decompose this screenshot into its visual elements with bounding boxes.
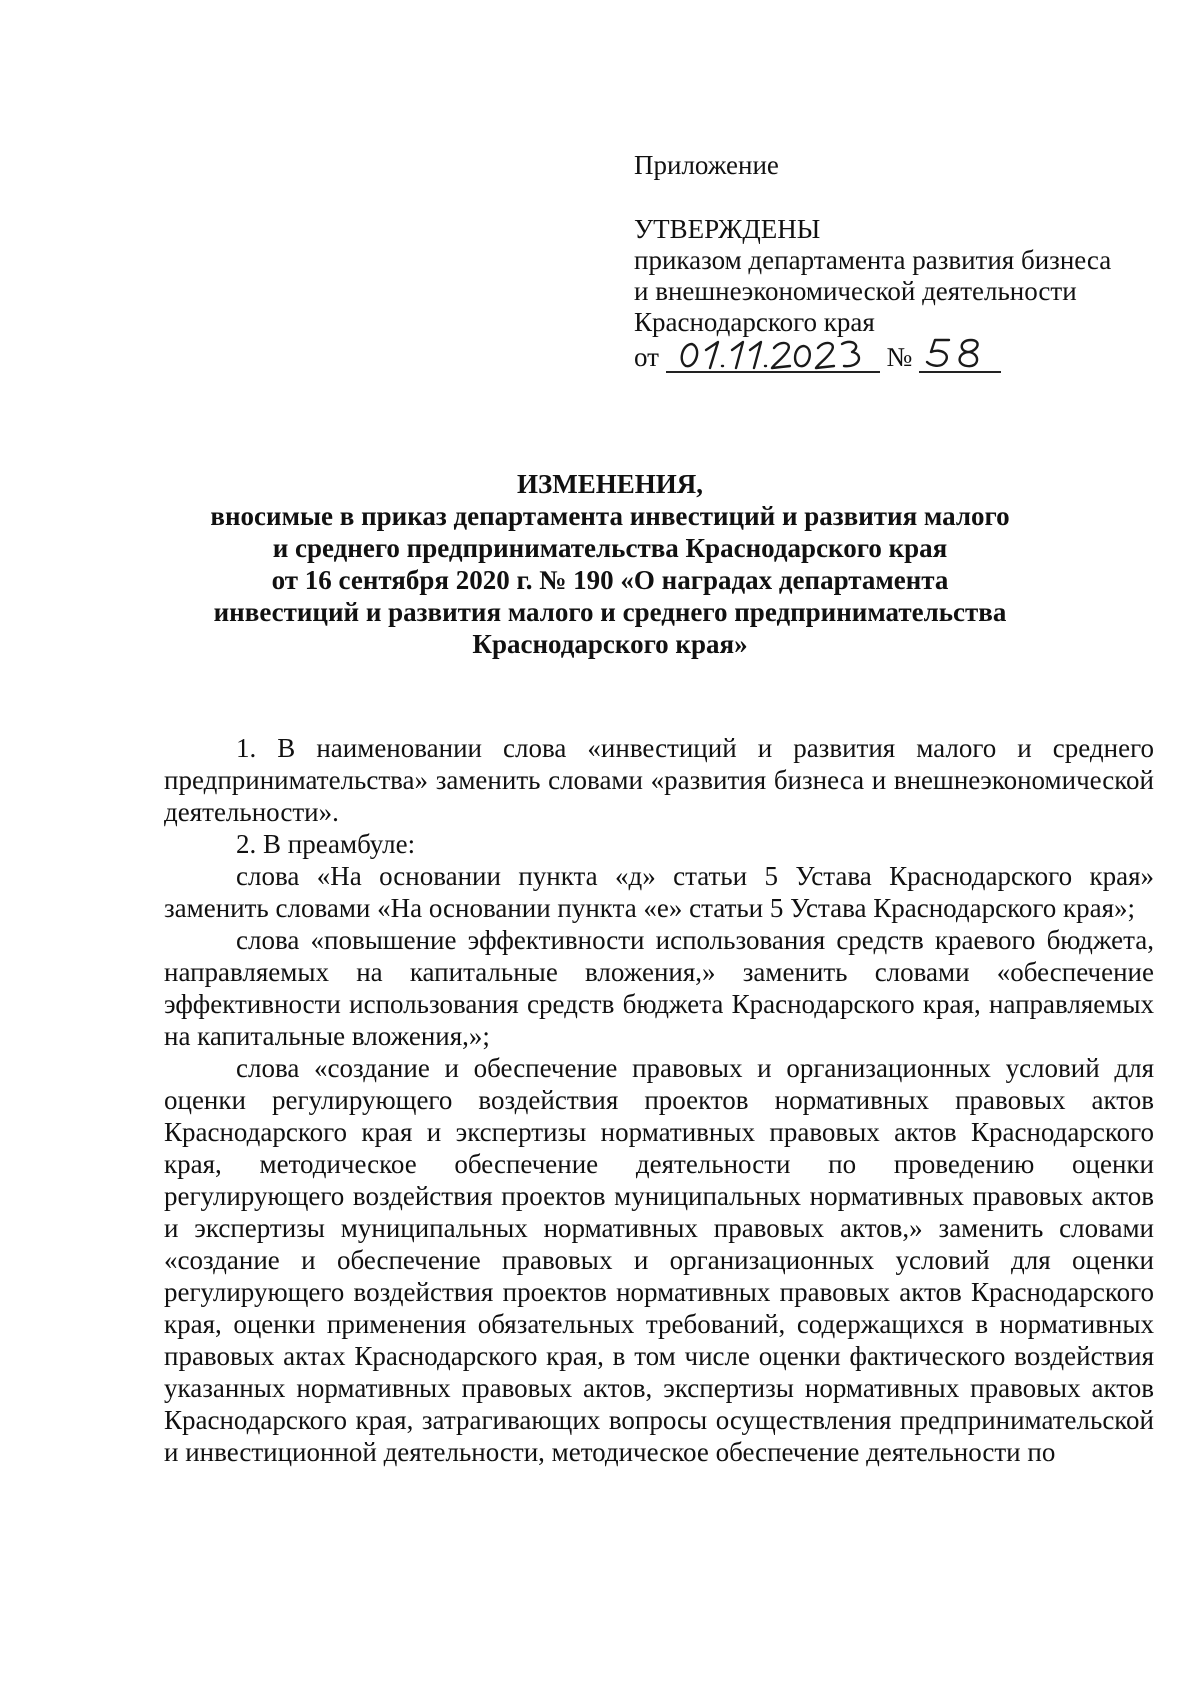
title-subtitle-line: от 16 сентября 2020 г. № 190 «О наградах департамента: [271, 565, 949, 595]
title-subtitle-line: вносимые в приказ департамента инвестиций и развития малого: [210, 501, 1010, 531]
title-subtitle-line: и среднего предпринимательства Краснодарского края: [272, 533, 948, 563]
approval-line: Краснодарского края: [634, 307, 875, 337]
number-prefix: №: [886, 342, 913, 372]
handwritten-number-field: [919, 342, 1001, 373]
title-subtitle-line: инвестиций и развития малого и среднего предпринимательства: [213, 597, 1007, 627]
handwritten-number-text: [919, 342, 920, 373]
body-paragraph: 1. В наименовании слова «инвестиций и развития малого и среднего предпринимательства» заменить словами «развития бизнеса и внешнеэкономической деятельности».: [164, 733, 1154, 827]
appendix-label: Приложение: [634, 150, 779, 180]
body-paragraph: слова «На основании пункта «д» статьи 5 Устава Краснодарского края» заменить словами «На основании пункта «е» статьи 5 Устава Краснодарского края»;: [164, 861, 1154, 923]
body-paragraph: слова «повышение эффективности использования средств краевого бюджета, направляемых на капитальные вложения,» заменить словами «обеспечение эффективности использования средств бюджета Краснодарского края, направляемых на капитальные вложения,»;: [164, 925, 1154, 1051]
handwritten-number-signature: [919, 328, 1001, 372]
order-date-number-line: [634, 342, 1154, 373]
title-subtitle-line: Краснодарского края»: [472, 629, 748, 659]
handwritten-date-field: [666, 342, 880, 373]
document-body: [164, 732, 1154, 1468]
handwritten-date-text: [666, 342, 670, 373]
document-title: ИЗМЕНЕНИЯ,: [516, 469, 703, 499]
body-paragraph: слова «создание и обеспечение правовых и организационных условий для оценки регулирующего воздействия проектов нормативных правовых актов Краснодарского края и экспертизы нормативных правовых актов Краснодарского края, методическое обеспечение деятельности по проведению оценки регулирующего воздействия проектов муниципальных нормативных правовых актов и экспертизы муниципальных нормативных правовых актов,» заменить словами «создание и обеспечение правовых и организационных условий для оценки регулирующего воздействия проектов нормативных правовых актов Краснодарского края, оценки применения обязательных требований, содержащихся в нормативных правовых актах Краснодарского края, в том числе оценки фактического воздействия указанных нормативных правовых актов, экспертизы нормативных правовых актов Краснодарского края, затрагивающих вопросы осуществления предпринимательской и инвестиционной деятельности, методическое обеспечение деятельности по: [164, 1053, 1154, 1467]
date-prefix: от: [634, 342, 659, 372]
handwritten-date-signature: [666, 328, 880, 372]
approved-heading: УТВЕРЖДЕНЫ: [634, 214, 821, 244]
body-paragraph: 2. В преамбуле:: [236, 829, 416, 859]
approval-block: [634, 150, 1154, 373]
document-title-block: [180, 468, 1040, 660]
approval-line: приказом департамента развития бизнеса: [634, 245, 1112, 275]
approval-line: и внешнеэкономической деятельности: [634, 276, 1077, 306]
